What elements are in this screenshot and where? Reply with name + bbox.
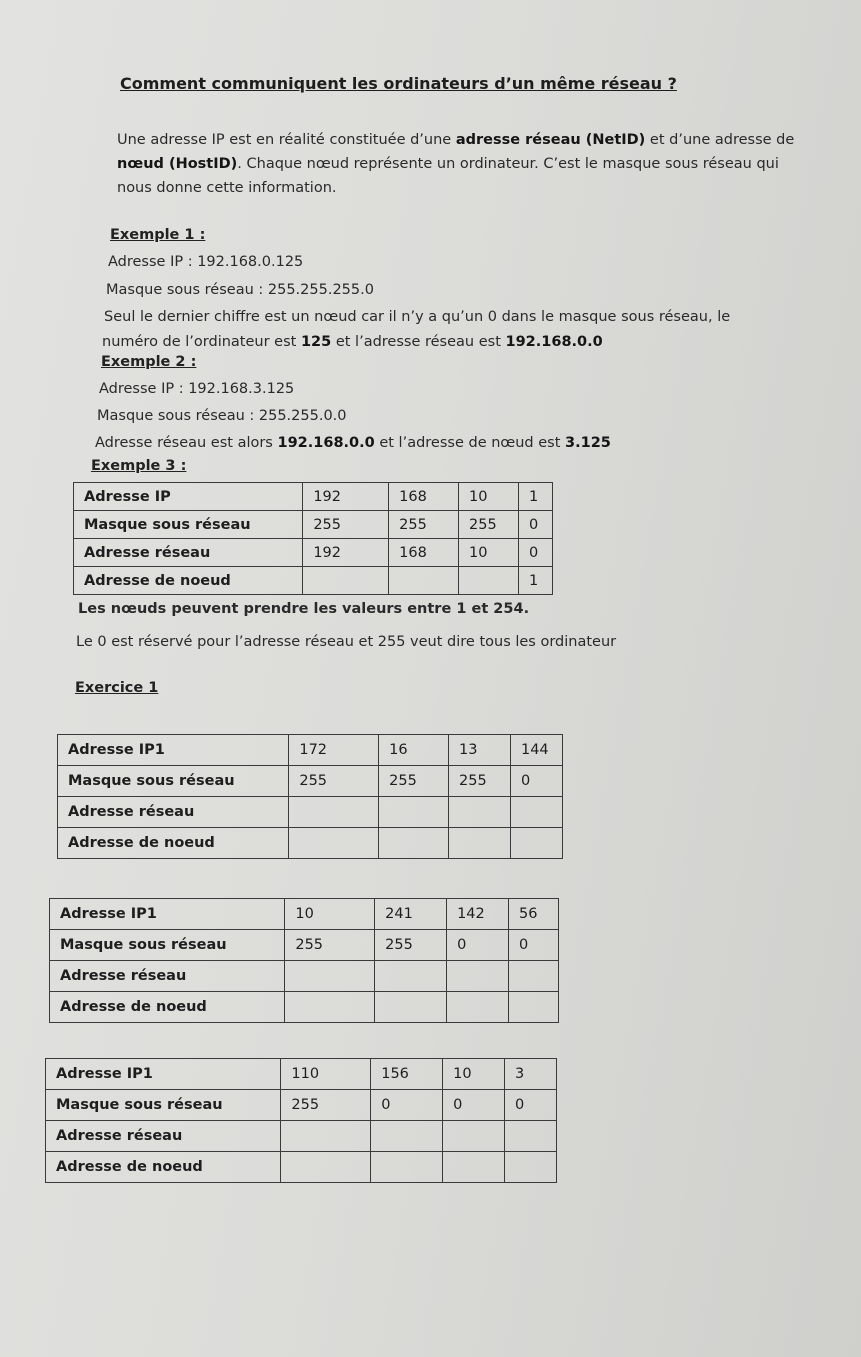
value-cell (447, 961, 509, 992)
value-cell (443, 1121, 505, 1152)
table-row (46, 1152, 557, 1183)
example-1-title: Exemple 1 : (110, 227, 206, 243)
value-cell (459, 567, 519, 595)
row-label-cell: Adresse IP (74, 483, 303, 511)
value-cell (449, 828, 511, 859)
value-cell: 255 (285, 930, 375, 961)
table-row (58, 828, 563, 859)
value-cell (379, 797, 449, 828)
example-3-note-2: Le 0 est réservé pour l’adresse réseau et 255 veut dire tous les ordinateur (76, 634, 617, 650)
example-1-text-b: numéro de l’ordinateur est 125 et l’adresse réseau est 192.168.0.0 (102, 334, 603, 350)
value-cell: 255 (389, 511, 459, 539)
table-row (74, 539, 553, 567)
example-2-title: Exemple 2 : (101, 354, 197, 370)
table-row (58, 797, 563, 828)
example-2-mask: Masque sous réseau : 255.255.0.0 (97, 408, 347, 424)
row-label-cell: Masque sous réseau (50, 930, 285, 961)
value-cell: 10 (285, 899, 375, 930)
row-label-cell: Adresse IP1 (46, 1059, 281, 1090)
value-cell: 16 (379, 735, 449, 766)
value-cell: 110 (281, 1059, 371, 1090)
value-cell (371, 1152, 443, 1183)
value-cell: 0 (518, 511, 552, 539)
page-title: Comment communiquent les ordinateurs d’un même réseau ? (120, 74, 677, 93)
example-1-mask: Masque sous réseau : 255.255.255.0 (106, 282, 374, 298)
value-cell: 192 (303, 483, 389, 511)
value-cell: 0 (371, 1090, 443, 1121)
table-row (50, 930, 559, 961)
value-cell (379, 828, 449, 859)
value-cell: 1 (518, 567, 552, 595)
value-cell: 3 (505, 1059, 557, 1090)
row-label-cell: Masque sous réseau (74, 511, 303, 539)
intro-paragraph (117, 128, 847, 200)
value-cell (289, 797, 379, 828)
value-cell (447, 992, 509, 1023)
row-label-cell: Masque sous réseau (58, 766, 289, 797)
row-label-cell: Adresse réseau (58, 797, 289, 828)
value-cell: 0 (505, 1090, 557, 1121)
table-row (74, 567, 553, 595)
value-cell: 10 (443, 1059, 505, 1090)
example-2-text: Adresse réseau est alors 192.168.0.0 et l’adresse de nœud est 3.125 (95, 435, 611, 451)
value-cell: 255 (449, 766, 511, 797)
value-cell (510, 797, 562, 828)
value-cell: 142 (447, 899, 509, 930)
row-label-cell: Adresse IP1 (50, 899, 285, 930)
value-cell (375, 992, 447, 1023)
value-cell (289, 828, 379, 859)
table-row (50, 992, 559, 1023)
value-cell: 172 (289, 735, 379, 766)
row-label-cell: Masque sous réseau (46, 1090, 281, 1121)
table-row (50, 899, 559, 930)
value-cell: 255 (281, 1090, 371, 1121)
value-cell (443, 1152, 505, 1183)
row-label-cell: Adresse de noeud (74, 567, 303, 595)
value-cell (509, 992, 559, 1023)
table-row (46, 1090, 557, 1121)
table-row (46, 1059, 557, 1090)
value-cell: 56 (509, 899, 559, 930)
value-cell: 144 (510, 735, 562, 766)
row-label-cell: Adresse de noeud (50, 992, 285, 1023)
value-cell: 192 (303, 539, 389, 567)
exercise-title: Exercice 1 (75, 680, 159, 696)
value-cell (371, 1121, 443, 1152)
table-row (50, 961, 559, 992)
example-3-title: Exemple 3 : (91, 458, 187, 474)
value-cell: 10 (459, 539, 519, 567)
value-cell (509, 961, 559, 992)
value-cell: 0 (510, 766, 562, 797)
value-cell: 168 (389, 483, 459, 511)
value-cell: 241 (375, 899, 447, 930)
table-row (58, 766, 563, 797)
table-row (74, 511, 553, 539)
value-cell (281, 1121, 371, 1152)
value-cell (281, 1152, 371, 1183)
table-row (46, 1121, 557, 1152)
value-cell (505, 1121, 557, 1152)
value-cell (389, 567, 459, 595)
value-cell: 13 (449, 735, 511, 766)
row-label-cell: Adresse réseau (50, 961, 285, 992)
example-3-table (73, 482, 553, 595)
value-cell: 0 (447, 930, 509, 961)
value-cell: 156 (371, 1059, 443, 1090)
value-cell: 255 (379, 766, 449, 797)
exercise-table-3 (45, 1058, 557, 1183)
row-label-cell: Adresse réseau (46, 1121, 281, 1152)
value-cell: 255 (303, 511, 389, 539)
value-cell (505, 1152, 557, 1183)
value-cell: 0 (509, 930, 559, 961)
value-cell: 0 (518, 539, 552, 567)
row-label-cell: Adresse IP1 (58, 735, 289, 766)
row-label-cell: Adresse réseau (74, 539, 303, 567)
value-cell (510, 828, 562, 859)
example-2-ip: Adresse IP : 192.168.3.125 (99, 381, 295, 397)
value-cell (449, 797, 511, 828)
value-cell: 0 (443, 1090, 505, 1121)
exercise-table-1 (57, 734, 563, 859)
intro-line-1: Une adresse IP est en réalité constituée d’une adresse réseau (NetID) et d’une adresse de (117, 132, 795, 148)
value-cell: 168 (389, 539, 459, 567)
intro-line-2: nœud (HostID). Chaque nœud représente un ordinateur. C’est le masque sous réseau qui (117, 156, 779, 172)
value-cell (285, 961, 375, 992)
example-1-ip: Adresse IP : 192.168.0.125 (108, 254, 304, 270)
table-row (74, 483, 553, 511)
exercise-table-2 (49, 898, 559, 1023)
value-cell: 1 (518, 483, 552, 511)
value-cell (303, 567, 389, 595)
row-label-cell: Adresse de noeud (58, 828, 289, 859)
value-cell (285, 992, 375, 1023)
value-cell: 255 (375, 930, 447, 961)
intro-line-3: nous donne cette information. (117, 180, 337, 196)
value-cell (375, 961, 447, 992)
row-label-cell: Adresse de noeud (46, 1152, 281, 1183)
example-1-text-a: Seul le dernier chiffre est un nœud car il n’y a qu’un 0 dans le masque sous réseau, le (104, 309, 731, 325)
table-row (58, 735, 563, 766)
value-cell: 255 (289, 766, 379, 797)
value-cell: 10 (459, 483, 519, 511)
value-cell: 255 (459, 511, 519, 539)
example-3-note-1: Les nœuds peuvent prendre les valeurs entre 1 et 254. (78, 601, 530, 617)
